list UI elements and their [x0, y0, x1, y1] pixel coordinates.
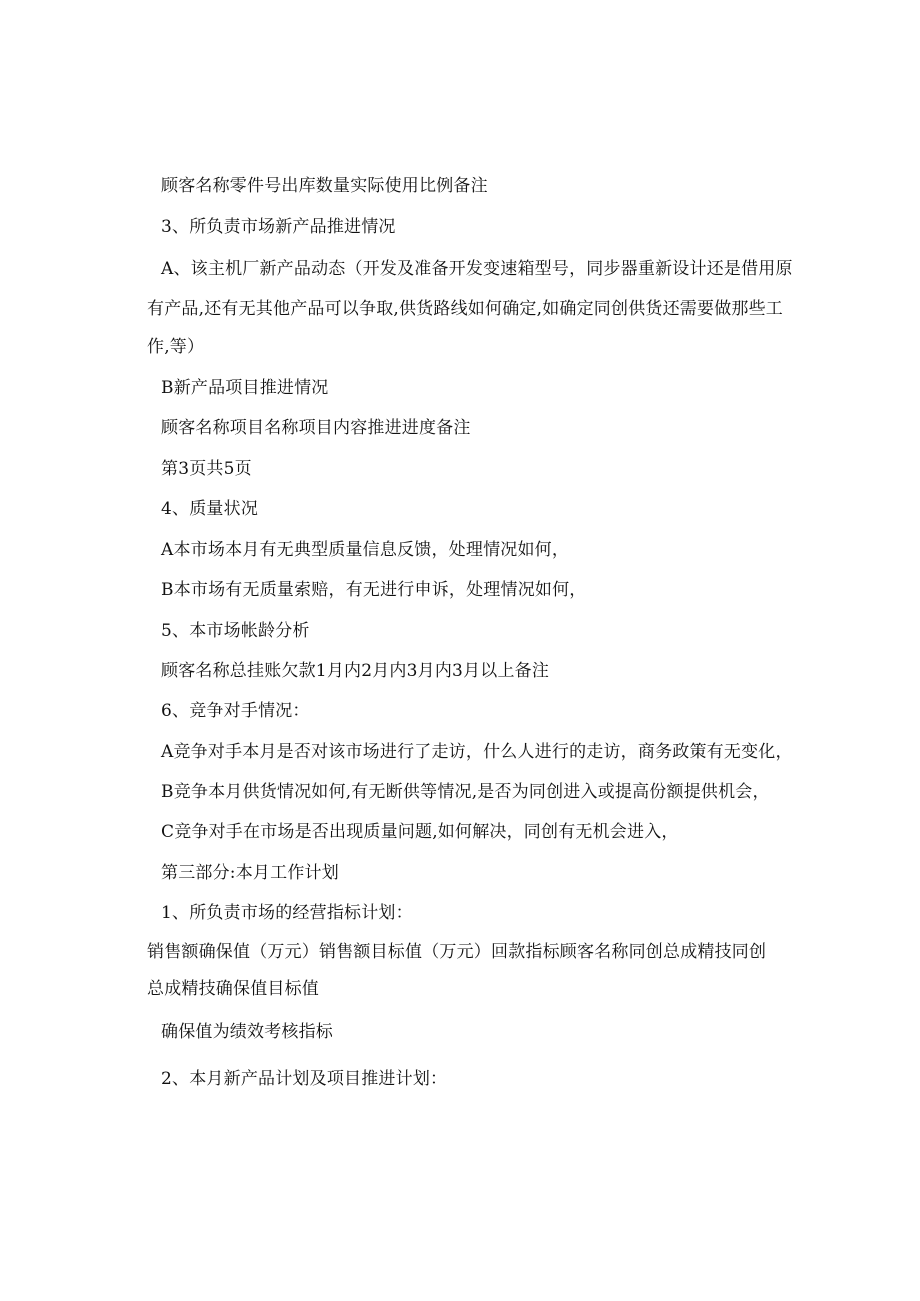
note-line: 确保值为绩效考核指标 [161, 1022, 333, 1042]
table-header-aging: 顾客名称总挂账欠款1月内2月内3月内3月以上备注 [161, 661, 550, 681]
paragraph-line: C竞争对手在市场是否出现质量问题,如何解决，同创有无机会进入， [161, 822, 679, 842]
table-header-targets: 总成精技确保值目标值 [147, 979, 319, 999]
paragraph-line: B本市场有无质量索赔，有无进行申诉，处理情况如何， [161, 580, 587, 600]
section-heading-quality: 4、质量状况 [161, 499, 259, 519]
table-header-projects: 顾客名称项目名称项目内容推进进度备注 [161, 418, 471, 438]
paragraph-line: A本市场本月有无典型质量信息反馈，处理情况如何， [161, 540, 570, 560]
paragraph-line: A、该主机厂新产品动态（开发及准备开发变速箱型号，同步器重新设计还是借用原 [161, 259, 793, 279]
section-heading-targets: 1、所负责市场的经营指标计划： [161, 903, 413, 923]
table-header-targets: 销售额确保值（万元）销售额目标值（万元）回款指标顾客名称同创总成精技同创 [147, 942, 767, 962]
subheading-new-product-projects: B新产品项目推进情况 [161, 378, 329, 398]
table-header-parts-usage: 顾客名称零件号出库数量实际使用比例备注 [161, 176, 488, 196]
paragraph-line: B竞争本月供货情况如何,有无断供等情况,是否为同创进入或提高份额提供机会， [161, 782, 770, 802]
paragraph-line: 有产品,还有无其他产品可以争取,供货路线如何确定,如确定同创供货还需要做那些工 [147, 299, 784, 319]
section-heading-plan: 2、本月新产品计划及项目推进计划： [161, 1069, 448, 1089]
section-heading-aging: 5、本市场帐龄分析 [161, 621, 310, 641]
paragraph-line: 作,等） [147, 337, 205, 357]
part-heading-work-plan: 第三部分:本月工作计划 [161, 863, 339, 883]
section-heading-competitors: 6、竞争对手情况： [161, 701, 310, 721]
page-number: 第3页共5页 [161, 459, 252, 479]
paragraph-line: A竞争对手本月是否对该市场进行了走访，什么人进行的走访，商务政策有无变化， [161, 742, 793, 762]
section-heading-new-products: 3、所负责市场新产品推进情况 [161, 217, 396, 237]
